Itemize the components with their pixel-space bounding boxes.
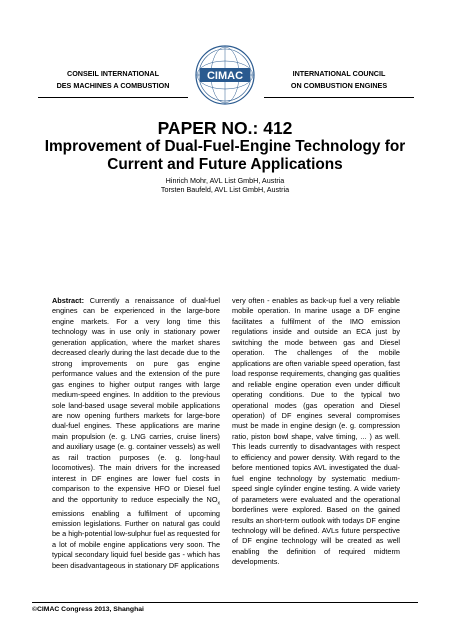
abstract-right-column	[232, 296, 400, 568]
org-left-line1: CONSEIL INTERNATIONAL	[67, 69, 159, 78]
paper-title-line2: Current and Future Applications	[107, 156, 343, 173]
org-left-line2: DES MACHINES A COMBUSTION	[56, 81, 170, 90]
abstract-left-column	[52, 296, 220, 571]
authors	[0, 176, 450, 194]
author-1: Hinrich Mohr, AVL List GmbH, Austria	[165, 176, 285, 185]
abstract-text-right: very often - enables as back-up fuel a very reliable mobile operation. In marine usage a DF engine facilitates a fulfilment of the IMO emission regulations inside and outside an ECA just by switching the mode between gas and Diesel operation. The challenges of the mobile applications are often variable speed operation, fast load response requirements, changing gas qualities and reliable engine operation even under difficult operating conditions. Due to the typical two operational modes (gas operation and Diesel operation) of DF engines several compromises must be made in engine design (e. g. compression ratio, piston bowl shape, valve timing, ... ) as well. This leads currently to disadvantages with respect to efficiency and power density. With regard to the before mentioned topics AVL investigated the dual-fuel engine technology by systematic medium-speed single cylinder engine testing. A wide variety of parameters were evaluated and the operational borderlines were explored. Based on the gained results an short-term outlook with todays DF engine technology will be defined. AVLs future perspective of DF engine technology will be created as well enabling the definition of required midterm developments.	[232, 296, 400, 567]
abstract-paragraph-left	[52, 296, 220, 571]
author-2: Torsten Baufeld, AVL List GmbH, Austria	[160, 185, 290, 195]
header-org-right	[264, 68, 414, 92]
header-org-left	[38, 68, 188, 92]
org-right-line1: INTERNATIONAL COUNCIL	[292, 69, 386, 78]
paper-title	[20, 138, 430, 174]
abstract-text-left: Currently a renaissance of dual-fuel engines can be experienced in the large-bore engine markets. For a very long time this technology was in use only in stationary power generation application, where the market shares decreased clearly during the last decade due to the strong improvements on pure gas engine performance values and the extension of the pure gas engines to higher output ranges with large medium-speed engines. In addition to the previous sole land-based usage several mobile applications are now opening furthers markets for large-bore dual-fuel engines. These applications are marine main propulsion (e. g. LNG carries, cruise liners) and auxiliary usage (e. g. container vessels) as well as rail traction purposes (e. g. long-haul locomotives). The main drivers for the increased interest in DF engines are lower fuel costs in comparison to the expensive HFO or Diesel fuel and the opportunity to reduce especially the $NO_x$ emissions enabling a fulfilment of upcoming emission legislations. Further on natural gas could be a high-potential low-sulphur fuel as requested for a lot of mobile engine applications very soon. The typical secondary liquid fuel beside gas - which has been disadvantageous in stationary DF applications	[52, 296, 220, 570]
paper-number: PAPER NO.: 412	[157, 118, 293, 138]
org-right-line2: ON COMBUSTION ENGINES	[290, 81, 388, 90]
logo-text: CIMAC	[206, 70, 244, 82]
paper-title-line1: Improvement of Dual-Fuel-Engine Technology for	[44, 138, 406, 155]
footer	[32, 602, 418, 615]
org-left-underline	[38, 97, 188, 98]
abstract-label: Abstract:	[52, 296, 85, 305]
cimac-logo	[194, 44, 256, 106]
org-right-underline	[264, 97, 414, 98]
footer-copyright: ©CIMAC Congress 2013, Shanghai	[32, 606, 144, 613]
footer-rule	[32, 602, 418, 603]
cimac-logo-graphic	[194, 44, 256, 106]
